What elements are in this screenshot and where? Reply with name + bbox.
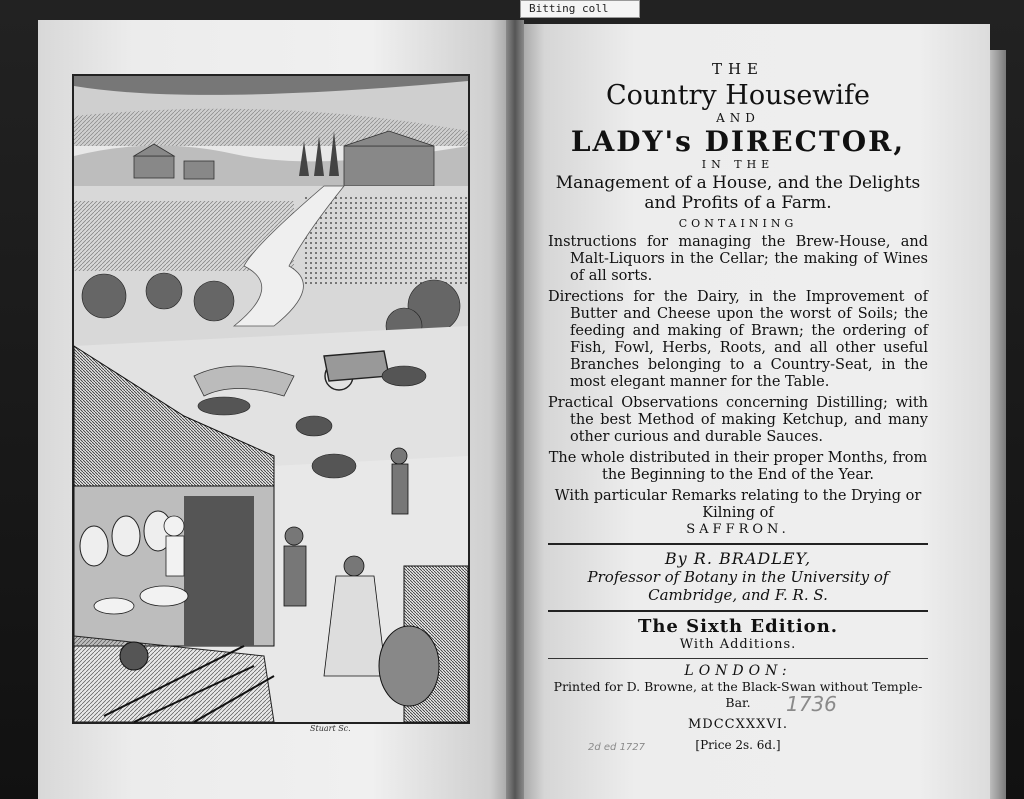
- frontispiece-engraving: [72, 74, 470, 733]
- library-tag: Bitting coll: [520, 0, 640, 18]
- title-and: AND: [716, 111, 760, 125]
- book-gutter: [506, 20, 524, 799]
- additions-line: With Additions.: [679, 637, 797, 652]
- remarks-paragraph: With particular Remarks relating to the Drying or Kilning of: [554, 488, 922, 521]
- title-management: Management of a House, and the Delights and Profits of a Farm.: [555, 173, 921, 213]
- title-the: THE: [711, 60, 765, 78]
- divider-rule: [548, 543, 928, 545]
- observations-paragraph: Practical Observations concerning Distilling; with the best Method of making Ketchup, and many other curious and durable Sauces.: [548, 395, 928, 445]
- pencil-edition-annotation: 2d ed 1727: [588, 742, 646, 753]
- price-line: [Price 2s. 6d.]: [695, 738, 781, 752]
- divider-rule: [548, 610, 928, 612]
- page-edges: [990, 50, 1006, 799]
- instructions-paragraph: Instructions for managing the Brew-House, and Malt-Liquors in the Cellar; the making of Wines of all sorts.: [548, 234, 928, 284]
- whole-distributed-paragraph: The whole distributed in their proper Months, from the Beginning to the End of the Year.: [548, 450, 928, 483]
- title-in-the: IN THE: [701, 158, 775, 171]
- author-line: By R. BRADLEY,: [664, 549, 812, 568]
- saffron-line: SAFFRON.: [686, 522, 790, 537]
- directions-paragraph: Directions for the Dairy, in the Improvement of Butter and Cheese upon the worst of Soils; the feeding and making of Brawn; the ordering of Fish, Fowl, Herbs, Roots, and all other useful Branches belonging to a Country-Seat, in the most elegant manner for the Table.: [548, 289, 928, 390]
- engraving-illustration: [74, 76, 468, 722]
- title-line-2: LADY's DIRECTOR,: [570, 125, 906, 158]
- imprint-place: LONDON:: [684, 663, 792, 679]
- containing-heading: CONTAINING: [678, 217, 798, 230]
- title-line-1: Country Housewife: [605, 80, 871, 111]
- engraver-signature: Stuart Sc.: [310, 724, 351, 733]
- pencil-year-annotation: 1736: [786, 692, 837, 716]
- imprint-year: MDCCXXXVI.: [687, 717, 789, 732]
- author-credentials: Professor of Botany in the University of Cambridge, and F. R. S.: [587, 568, 889, 604]
- title-page: [548, 60, 928, 752]
- edition-line: The Sixth Edition.: [637, 616, 839, 637]
- imprint-printer: Printed for D. Browne, at the Black-Swan without Temple-Bar.: [553, 679, 923, 710]
- divider-rule: [548, 658, 928, 659]
